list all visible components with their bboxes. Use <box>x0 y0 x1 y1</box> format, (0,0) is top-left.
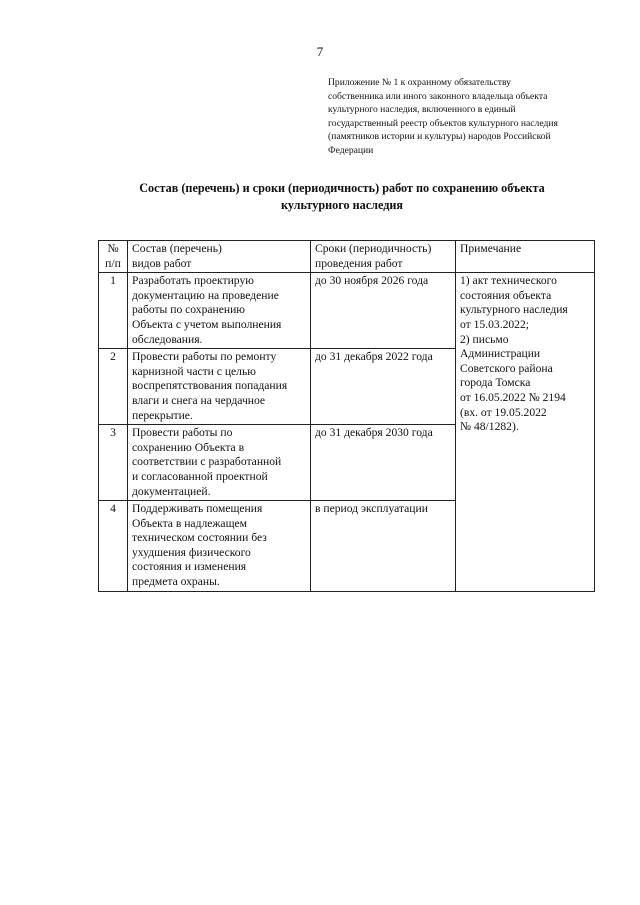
row-term: в период эксплуатации <box>311 501 456 592</box>
header-number: № п/п <box>99 241 128 273</box>
row-term: до 31 декабря 2030 года <box>311 425 456 501</box>
header-note: Примечание <box>456 241 595 273</box>
page-number: 7 <box>316 44 324 59</box>
row-number: 3 <box>99 425 128 501</box>
note-cell: 1) акт технического состояния объекта культурного наследия от 15.03.2022; 2) письмо Администрации Советского района города Томска от 16.05.2022 № 2194 (вх. от 19.05.2022 № 48/1282). <box>456 273 595 591</box>
works-table <box>98 240 595 592</box>
row-work: Поддерживать помещения Объекта в надлежащем техническом состоянии без ухудшения физического состояния и изменения предмета охраны. <box>128 501 311 592</box>
row-work: Провести работы по сохранению Объекта в соответствии с разработанной и согласованной проектной документацией. <box>128 425 311 501</box>
row-number: 4 <box>99 501 128 592</box>
table-row <box>99 273 595 349</box>
row-work: Провести работы по ремонту карнизной части с целью воспрепятствования попадания влаги и снега на чердачное перекрытие. <box>128 349 311 425</box>
header-work-list: Состав (перечень) видов работ <box>128 241 311 273</box>
table-header-row <box>99 241 595 273</box>
row-term: до 31 декабря 2022 года <box>311 349 456 425</box>
row-work: Разработать проектирую документацию на проведение работы по сохранению Объекта с учетом выполнения обследования. <box>128 273 311 349</box>
row-number: 2 <box>99 349 128 425</box>
appendix-note: Приложение № 1 к охранному обязательству собственника или иного законного владельца объекта культурного наследия, включенного в единый государственный реестр объектов культурного наследия (памятников истории и культуры) народов Российской Федерации <box>328 77 558 156</box>
document-title: Состав (перечень) и сроки (периодичность) работ по сохранению объекта культурного наследия <box>139 181 545 212</box>
row-number: 1 <box>99 273 128 349</box>
header-terms: Сроки (периодичность) проведения работ <box>311 241 456 273</box>
row-term: до 30 ноября 2026 года <box>311 273 456 349</box>
